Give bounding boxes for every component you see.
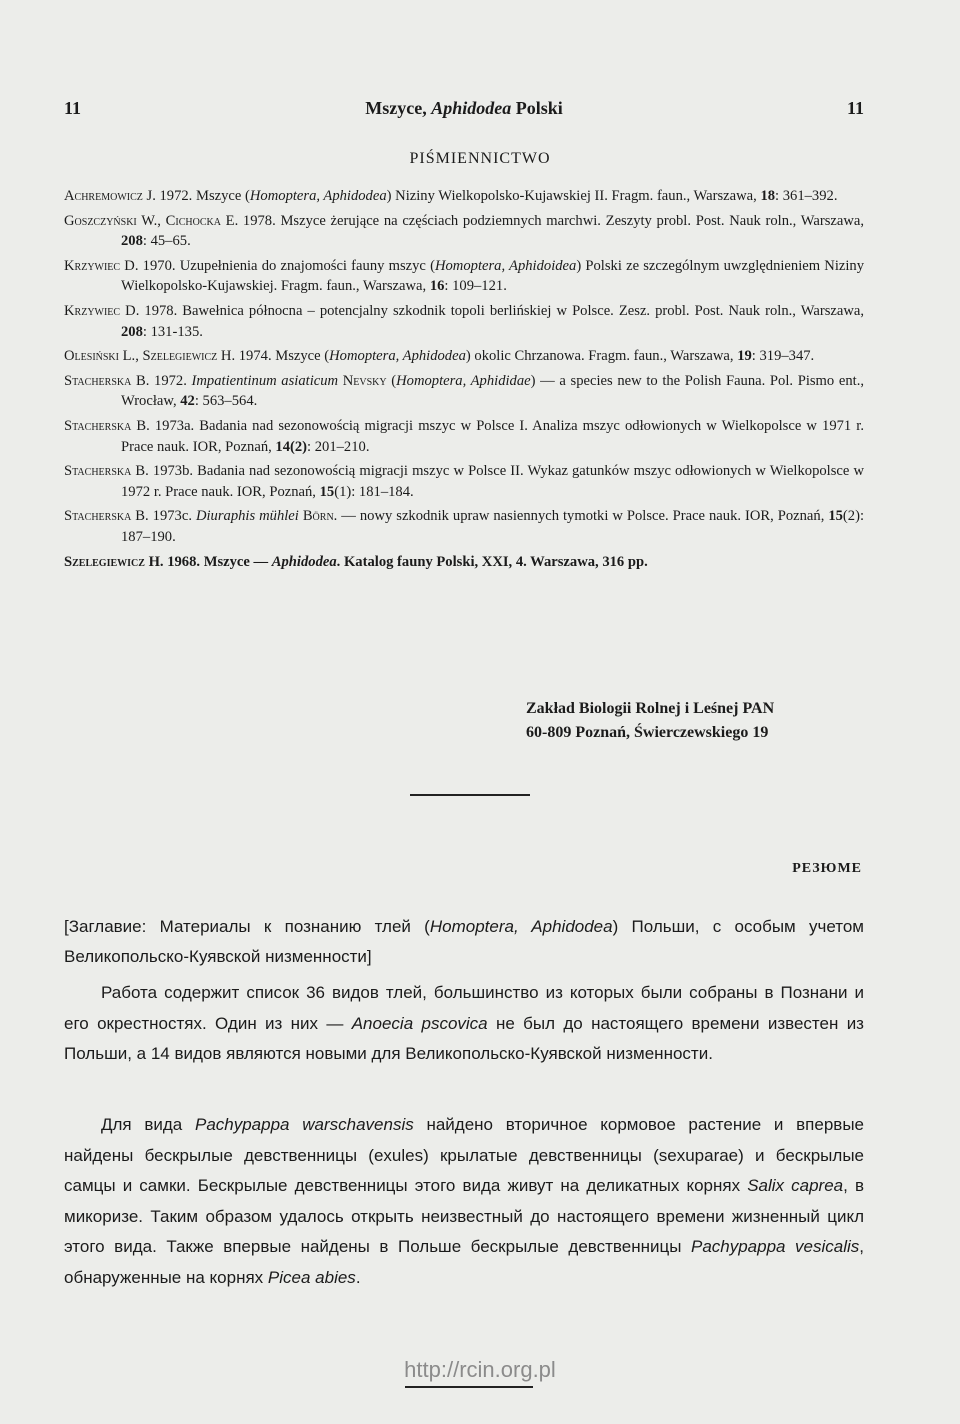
bib-entry [64,506,864,547]
bib-pages: : 319–347. [751,348,815,365]
bib-entry [64,371,864,412]
resume-paragraph-2 [64,1110,864,1293]
bib-text: . Katalog fauny Polski, XXI, 4. Warszawa, 316 pp. [336,553,648,570]
running-title-suffix: Polski [511,98,563,118]
bib-pages: (1): 181–184. [334,483,414,500]
section-divider [410,794,530,796]
bib-text: ) — a species new to the Polish Fauna. Pol. Pismo ent., Wrocław, [121,372,864,410]
bibliography-heading: PIŚMIENNICTWO [409,150,551,167]
bib-pages: : 109–121. [444,278,507,295]
bib-volume: 19 [737,348,752,365]
bib-entry [64,211,864,252]
running-title-italic: Aphidodea [431,98,512,118]
bib-text: ) Polski ze szczególnym uwzględnieniem Niziny Wielkopolsko-Kujawskiej. Fragm. faun., Warszawa, [121,257,865,295]
bib-entry [64,552,864,573]
watermark-url[interactable]: http://rcin.org.pl [404,1357,556,1382]
bib-italic: Aphidodea [271,553,337,570]
paragraph-text: . [355,1267,361,1287]
bib-volume: 15 [319,483,335,500]
resume-paragraph-1 [64,978,864,1070]
bib-pages: : 201–210. [307,438,370,455]
resume-title-text: ) Польши, с особым учетом Великопольско-Куявской низменности] [64,917,864,966]
bib-text: D. 1978. Bawełnica północna – potencjalny szkodnik topoli berlińskiej w Polsce. Zesz. probl. Post. Nauk roln., Warszawa, [120,302,864,319]
address-line-2: 60-809 Poznań, Świerczewskiego 19 [526,724,769,741]
bib-author: Achremowicz [64,188,143,204]
bib-italic: Diuraphis mühlei [195,508,299,525]
bib-text: H. 1974. Mszyce ( [217,348,330,365]
bib-author: Krzywiec [64,302,121,319]
bib-author: Szelegiewicz [142,348,218,365]
paragraph-text: Работа содержит список 36 видов тлей, большинство из которых были собраны в Познани и его окрестностях. Один из них — [64,983,864,1033]
bib-volume: 15 [828,508,843,525]
bib-author: Goszczyński [64,212,137,229]
bib-text: . — nowy szkodnik upraw nasiennych tymotki w Polsce. Prace nauk. IOR, Poznań, [333,508,829,525]
bib-italic: Homoptera, Aphidoidea [434,257,577,274]
page-number-right: 11 [846,98,864,118]
bib-text: ) Niziny Wielkopolsko-Kujawskiej II. Fragm. faun., Warszawa, [386,188,761,204]
bib-text: W., [136,212,166,229]
bib-volume: 42 [180,393,195,410]
address-line-1: Zakład Biologii Rolnej i Leśnej PAN [526,700,775,717]
page-number-left: 11 [64,98,82,118]
resume-title-text: [Заглавие: Материалы к познанию тлей ( [64,917,430,936]
species-name: Pachypappa warschavensis [194,1115,414,1134]
bib-author: Stacherska [64,417,132,434]
bib-text: E. 1978. Mszyce żerujące na częściach podziemnych marchwi. Zeszyty probl. Post. Nauk roln., Warszawa, [220,212,864,229]
bib-pages: : 131-135. [142,323,203,340]
bib-entry [64,256,864,297]
bib-volume: 14(2) [275,438,308,455]
bib-entry [64,461,864,502]
bib-volume: 16 [429,278,445,295]
paragraph-text: , в микоризе. Таким образом удалось открыть неизвестный до настоящего времени жизненный цикл этого вида. Также впервые найдены в Польше бескрылые девственницы [64,1176,864,1256]
paragraph-text: не был до настоящего времени известен из Польши, а 14 видов являются новыми для Великопольско-Куявской низменности. [64,1013,864,1063]
resume-heading: РЕЗЮМЕ [792,861,862,876]
bib-pages: : 563–564. [194,393,258,410]
bib-pages: (2): 187–190. [121,508,864,545]
bib-italic: Homoptera, Aphidodea [249,188,387,204]
paragraph-text: , обнаруженные на корнях [64,1237,865,1287]
bib-text: H. 1968. Mszyce — [144,553,272,570]
bib-entry [64,346,864,367]
bib-volume: 208 [121,323,143,340]
bib-author: Stacherska [64,372,132,389]
bib-author: Krzywiec [64,257,121,274]
bib-text: J. 1972. Mszyce ( [142,188,250,204]
bib-text: B. 1973b. Badania nad sezonowością migracji mszyc w Polsce II. Wykaz gatunków mszyc odłowionych w Wielkopolsce w 1972 r. Prace nauk. IOR, Poznań, [121,463,864,500]
running-title-plain: Mszyce, [365,98,432,118]
bib-author: Nevsky [338,372,387,389]
bib-entry [64,301,864,342]
bib-italic: Impatientinum asiaticum [191,372,339,389]
running-title [64,98,864,119]
bib-text: D. 1970. Uzupełnienia do znajomości fauny mszyc ( [120,257,435,274]
running-head [64,98,864,124]
bib-author: Olesiński [64,348,119,365]
bib-italic: Homoptera, Aphididae [396,372,531,389]
resume-title-italic: Homoptera, Aphidodea [429,917,613,936]
bib-text: ( [386,372,397,389]
bib-author: Stacherska [64,463,132,480]
bib-text: B. 1973a. Badania nad sezonowością migracji mszyc w Polsce I. Analiza mszyc odłowionych w Wielkopolsce w 1971 r. Prace nauk. IOR, Poznań, [121,417,864,455]
resume-title [64,912,864,972]
bib-entry [64,186,864,207]
paragraph-text: найдено вторичное кормовое растение и впервые найдены бескрылые девственницы (exules) крылатые девственницы (sexuparae) и бескрылые самцы и самки. Бескрылые девственницы этого вида живут на деликатных корнях [64,1115,864,1195]
bib-pages: : 361–392. [775,188,838,204]
bib-text: ) okolic Chrzanowa. Fragm. faun., Warszawa, [465,348,738,365]
author-address [526,697,906,745]
bib-entry [64,416,864,457]
bib-author: Stacherska [64,508,132,525]
paragraph-text: Для вида [101,1115,195,1134]
section-divider [405,1386,533,1388]
bib-text: B. 1972. [131,372,192,389]
bib-text: L., [118,348,143,365]
species-name: Salix caprea [747,1176,844,1195]
species-name: Picea abies [267,1267,356,1287]
bib-volume: 18 [760,188,776,204]
species-name: Pachypappa vesicalis [690,1237,860,1256]
species-name: Anoecia pscovica [351,1013,488,1033]
bib-italic: Homoptera, Aphidodea [329,348,466,365]
bib-pages: : 45–65. [142,233,191,250]
bib-volume: 208 [121,233,143,250]
bibliography-list [64,186,864,576]
bib-author: Börn [298,508,334,525]
bib-author: Cichocka [165,212,221,229]
bib-text: B. 1973c. [131,508,196,525]
bib-author: Szelegiewicz [64,553,145,570]
